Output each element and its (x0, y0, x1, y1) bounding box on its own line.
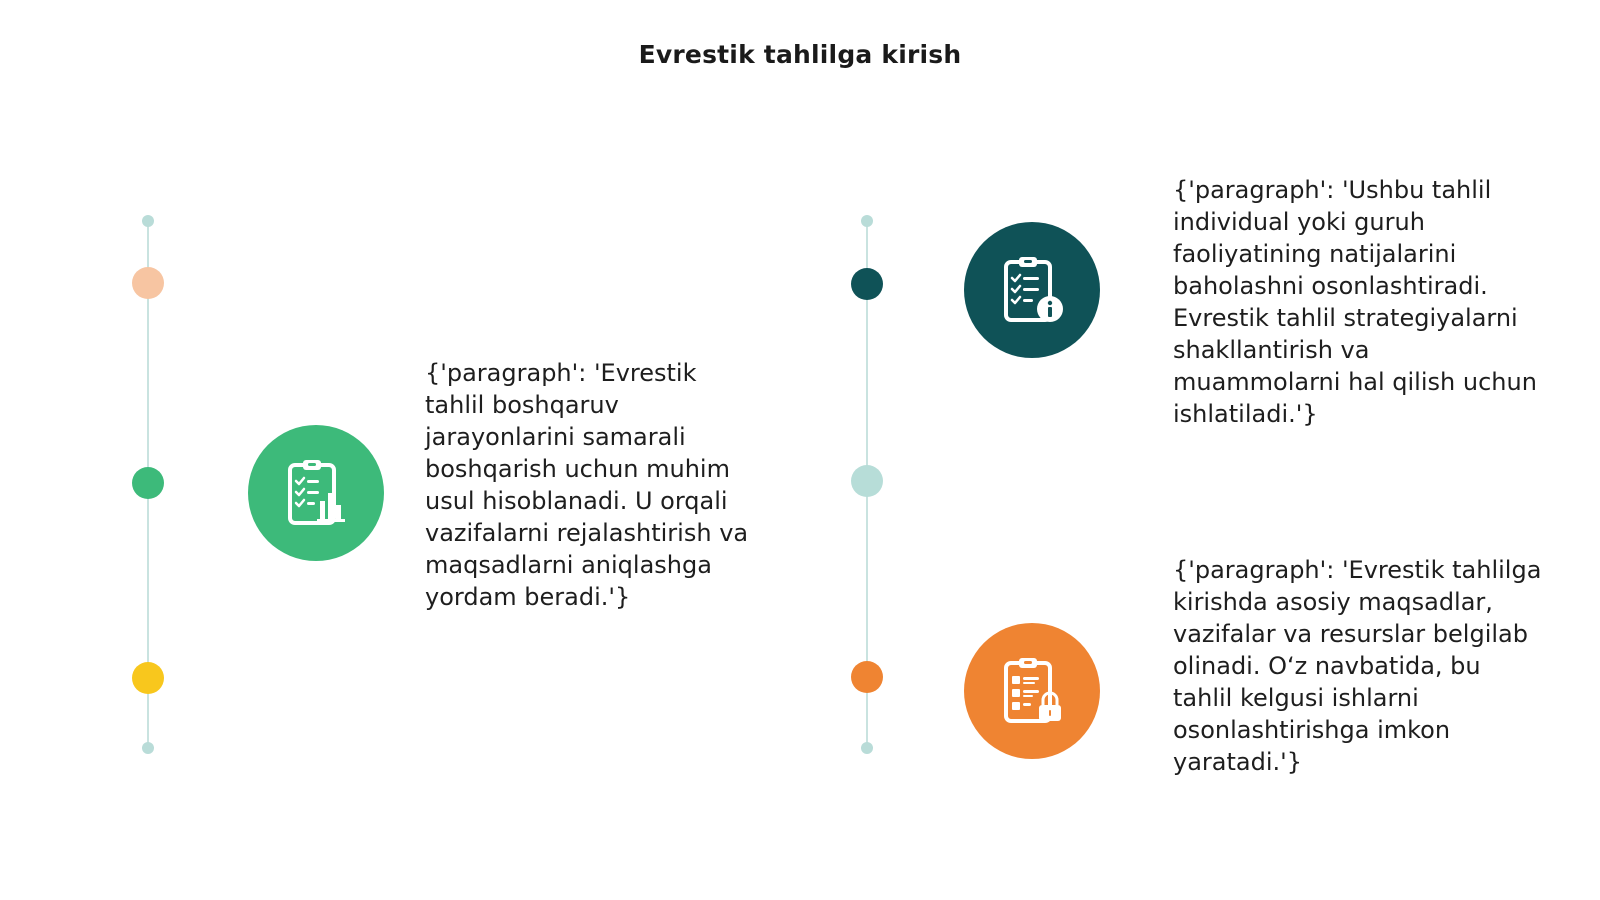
paragraph-2: {'paragraph': 'Ushbu tahlil individual yoki guruh faoliyatining natijalarini baholashni osonlashtiradi. Evrestik tahlil strategiyalarni shakllantirish va muammolarni hal qilish uchun ishlatiladi.'} (1173, 176, 1537, 428)
timeline-dot-green (132, 467, 164, 499)
timeline-left (133, 215, 163, 765)
paragraph-1: {'paragraph': 'Evrestik tahlil boshqaruv jarayonlarini samarali boshqarish uchun muhim usul hisoblanadi. U orqali vazifalarni rejalashtirish va maqsadlarni aniqlashga yordam beradi.'} (425, 359, 749, 611)
clipboard-info-icon (996, 254, 1068, 326)
timeline-dot-peach (132, 267, 164, 299)
timeline-dot-yellow (132, 662, 164, 694)
paragraph-3: {'paragraph': 'Evrestik tahlilga kirishda asosiy maqsadlar, vazifalar va resurslar belgilab olinadi. O‘z navbatida, bu tahlil kelgusi ishlarni osonlashtirishga imkon yaratadi.'} (1173, 556, 1542, 776)
timeline-end-dot (142, 215, 154, 227)
timeline-dot-mint (851, 465, 883, 497)
clipboard-lock-icon (996, 655, 1068, 727)
icon-circle-green (248, 425, 384, 561)
timeline-dot-dark-teal (851, 268, 883, 300)
icon-circle-dark-teal (964, 222, 1100, 358)
icon-circle-orange (964, 623, 1100, 759)
timeline-end-dot (861, 742, 873, 754)
page-title: Evrestik tahlilga kirish (638, 40, 962, 69)
timeline-dot-orange (851, 661, 883, 693)
timeline-right (852, 215, 882, 765)
timeline-end-dot (142, 742, 154, 754)
timeline-end-dot (861, 215, 873, 227)
clipboard-chart-icon (280, 457, 352, 529)
